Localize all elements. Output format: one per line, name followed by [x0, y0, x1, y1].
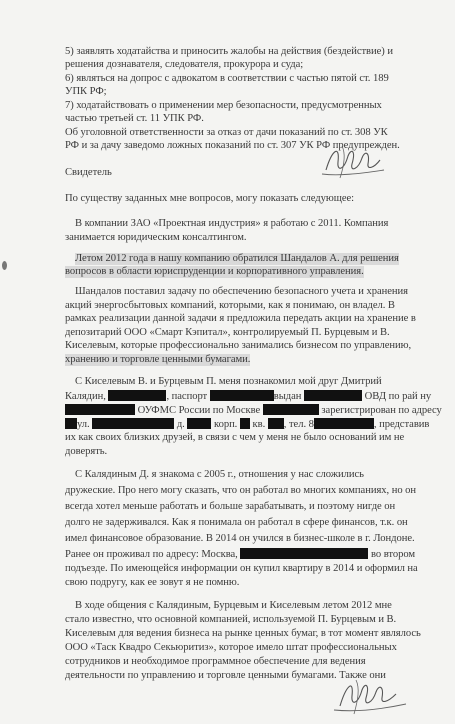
redaction — [65, 404, 135, 415]
right-item-7-cont: частью третьей ст. 11 УПК РФ. — [65, 113, 204, 124]
p3-line-5: Киселевым, которые профессионально занимались бизнесом по управлению, — [65, 340, 412, 351]
p4-line-1: С Киселевым В. и Бурцевым П. меня познакомил мой друг Дмитрий — [75, 376, 382, 387]
p4-line-4 — [65, 418, 429, 431]
p4-text: зарегистрирован по адресу — [321, 405, 442, 416]
redaction — [314, 418, 374, 429]
p4-line-3 — [65, 404, 442, 417]
p5-line-5: имел финансовое образование. В 2014 он учился в бизнес-школе в г. Лондоне. — [65, 533, 415, 544]
p4-text: ул. — [77, 419, 90, 430]
p3-line-3: рамках реализации данной задачи я предложила передать акции на хранение в — [65, 313, 416, 324]
p5-line-6 — [65, 548, 415, 561]
redaction — [240, 548, 368, 559]
right-item-6: 6) являться на допрос с адвокатом в соответствии с частью пятой ст. 189 — [65, 73, 389, 84]
right-item-5: 5) заявлять ходатайства и приносить жалобы на действия (бездействие) и — [65, 46, 393, 57]
redaction — [187, 418, 211, 429]
p5-line-2: дружеские. Про него могу сказать, что он работал во многих компаниях, но он — [65, 485, 417, 496]
p3-line-2: акций энергосбытовых компаний, которыми, как я понимаю, он владел. В — [65, 300, 395, 311]
scan-punch-mark — [2, 261, 7, 270]
p4-text: выдан — [273, 391, 302, 402]
p5-line-4: долго не задерживался. Как я понимала он работал в сфере финансов, т.к. он — [65, 517, 408, 528]
p5-text: Ранее он проживал по адресу: Москва, — [65, 549, 238, 560]
p4-text: ОУФМС России по Москве — [137, 405, 261, 416]
testimony-intro: По существу заданных мне вопросов, могу показать следующее: — [65, 193, 355, 204]
p2-line-2: вопросов в области юриспруденции и корпоративного управления. — [65, 266, 364, 277]
p5-line-8: свою подругу, как ее зовут я не помню. — [65, 577, 240, 588]
signature-top — [318, 140, 388, 184]
p4-text: , тел. 8 — [283, 419, 314, 430]
redaction — [263, 404, 319, 415]
p5-line-7: подъезде. По имеющейся информации он купил квартиру в 2014 и оформил на — [65, 563, 418, 574]
p3-line-1: Шандалов поставил задачу по обеспечению безопасного учета и хранения — [75, 286, 408, 297]
p4-text: ОВД по рай ну — [364, 391, 432, 402]
right-item-7: 7) ходатайствовать о применении мер безопасности, предусмотренных — [65, 100, 382, 111]
p2-line-1: Летом 2012 года в нашу компанию обратился Шандалов А. для решения — [75, 253, 399, 264]
p6-line-1: В ходе общения с Калядиным, Бурцевым и Киселевым летом 2012 мне — [75, 600, 392, 611]
redaction — [304, 390, 362, 401]
p6-line-2: стало известно, что основной компанией, используемой П. Бурцевым и В. — [65, 614, 397, 625]
redaction — [210, 390, 274, 401]
right-item-6-cont: УПК РФ; — [65, 86, 107, 97]
p4-line-5: их как своих близких друзей, в связи с чем у меня не было оснований им не — [65, 432, 405, 443]
p4-text: д. — [176, 419, 185, 430]
p6-line-6: деятельности по управлению и торговле ценными бумагами. Также они — [65, 670, 386, 681]
p4-text: корп. — [214, 419, 238, 430]
p4-text: кв. — [252, 419, 266, 430]
liability-line-2: РФ и за дачу заведомо ложных показаний по ст. 307 УК РФ предупрежден. — [65, 140, 400, 151]
signature-bottom — [330, 672, 410, 718]
p4-text: , паспорт — [166, 391, 208, 402]
witness-label: Свидетель — [65, 167, 112, 178]
right-item-5-cont: решения дознавателя, следователя, прокурора и суда; — [65, 59, 304, 70]
p5-line-1: С Калядиным Д. я знакома с 2005 г., отношения у нас сложились — [75, 469, 364, 480]
redaction — [268, 418, 284, 429]
p4-line-2 — [65, 390, 431, 403]
p4-text: , представив — [373, 419, 430, 430]
p4-line-6: доверять. — [65, 446, 108, 457]
p3-line-6: хранению и торговле ценными бумагами. — [65, 354, 251, 365]
redaction — [92, 418, 174, 429]
p3-line-4: депозитарий ООО «Смарт Кэпитал», контролируемый П. Бурцевым и В. — [65, 327, 390, 338]
p6-line-5: сотрудников и необходимое программное обеспечение для ведения — [65, 656, 366, 667]
p1-line-2: занимается юридическим консалтингом. — [65, 232, 247, 243]
liability-line-1: Об уголовной ответственности за отказ от дачи показаний по ст. 308 УК — [65, 127, 388, 138]
p5-text: во втором — [371, 549, 416, 560]
redaction — [65, 418, 77, 429]
redaction — [108, 390, 166, 401]
p6-line-4: ООО «Таск Квадро Секьюритиз», которое имело штат профессиональных — [65, 642, 397, 653]
p6-line-3: Киселевым для ведения бизнеса на рынке ценных бумаг, в тот момент являлось — [65, 628, 421, 639]
p1-line-1: В компании ЗАО «Проектная индустрия» я работаю с 2011. Компания — [75, 218, 389, 229]
p5-line-3: всегда хотел меньше работать и больше зарабатывать, и поэтому нигде он — [65, 501, 396, 512]
redaction — [240, 418, 250, 429]
p4-text: Калядин, — [65, 391, 106, 402]
